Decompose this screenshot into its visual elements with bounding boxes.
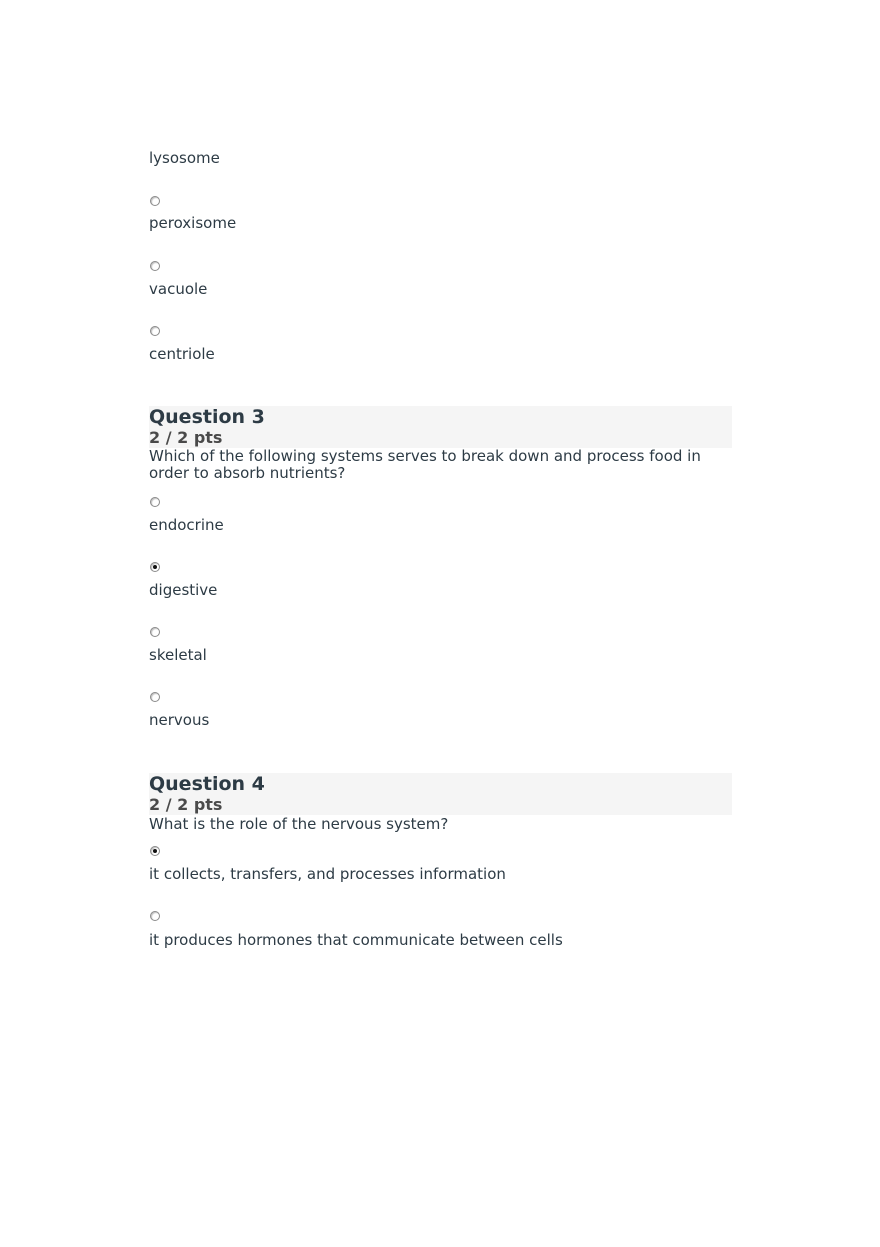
question-4-points: 2 / 2 pts bbox=[149, 795, 223, 814]
radio-vacuole[interactable] bbox=[150, 261, 160, 271]
question-3-points: 2 / 2 pts bbox=[149, 428, 223, 447]
question-4-header bbox=[149, 773, 732, 815]
answer-label-produces-hormones: it produces hormones that communicate between cells bbox=[149, 931, 563, 949]
answer-label-lysosome: lysosome bbox=[149, 149, 220, 167]
answer-label-peroxisome: peroxisome bbox=[149, 214, 237, 232]
answer-label-digestive: digestive bbox=[149, 581, 218, 599]
question-4-text: What is the role of the nervous system? bbox=[149, 815, 449, 833]
answer-label-collects-information: it collects, transfers, and processes information bbox=[149, 865, 506, 883]
radio-peroxisome[interactable] bbox=[150, 196, 160, 206]
answer-label-skeletal: skeletal bbox=[149, 646, 207, 664]
question-3-text: Which of the following systems serves to break down and process food in order to absorb nutrients? bbox=[149, 447, 701, 482]
radio-centriole[interactable] bbox=[150, 326, 160, 336]
answer-label-vacuole: vacuole bbox=[149, 280, 208, 298]
question-3-header bbox=[149, 406, 732, 448]
radio-digestive[interactable] bbox=[150, 562, 160, 572]
question-4-title: Question 4 bbox=[149, 773, 265, 795]
answer-label-endocrine: endocrine bbox=[149, 516, 224, 534]
radio-produces-hormones[interactable] bbox=[150, 911, 160, 921]
question-3-title: Question 3 bbox=[149, 406, 265, 428]
radio-nervous[interactable] bbox=[150, 692, 160, 702]
answer-label-centriole: centriole bbox=[149, 345, 215, 363]
radio-skeletal[interactable] bbox=[150, 627, 160, 637]
radio-endocrine[interactable] bbox=[150, 497, 160, 507]
answer-label-nervous: nervous bbox=[149, 711, 210, 729]
radio-collects-information[interactable] bbox=[150, 846, 160, 856]
